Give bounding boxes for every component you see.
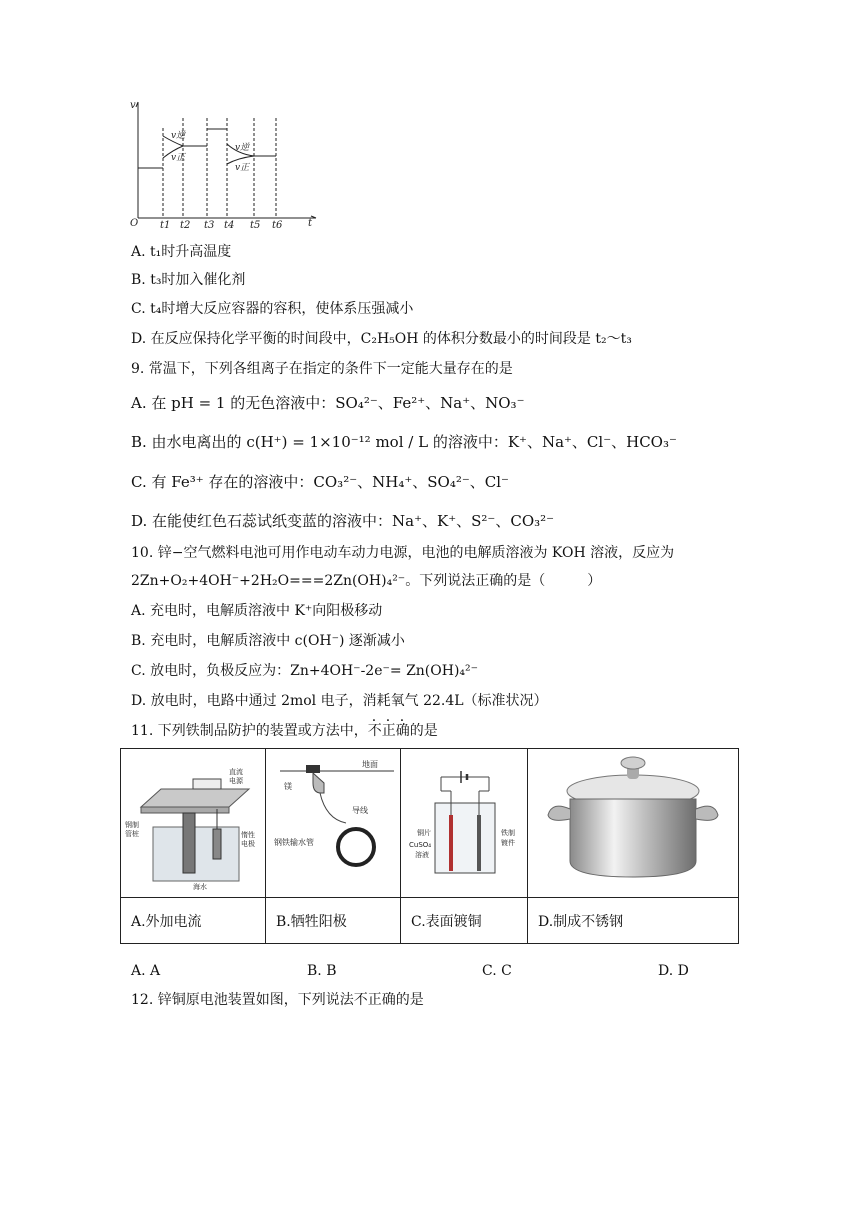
- svg-text:电极: 电极: [241, 840, 255, 848]
- copper-plating-diagram: [401, 749, 527, 893]
- q10-stem-line1: 10. 锌−空气燃料电池可用作电动车动力电源，电池的电解质溶液为 KOH 溶液，反应为: [131, 545, 675, 561]
- q8-option-c: C. t₄时增大反应容器的容积，使体系压强减小: [131, 301, 414, 317]
- v-axis-label: v: [130, 100, 136, 111]
- steel-pile: [183, 813, 195, 873]
- tick-t2: t2: [180, 220, 191, 230]
- electrolytic-cell: [435, 803, 495, 873]
- sacrificial-anode-diagram: [266, 749, 400, 893]
- tick-t3: t3: [204, 220, 215, 230]
- svg-text:镀件: 镀件: [501, 839, 515, 847]
- emphasis-char-3: 确: [395, 723, 410, 739]
- stainless-pot-image: [528, 749, 738, 893]
- q10-option-c: C. 放电时，负极反应为：Zn+4OH⁻-2e⁻= Zn(OH)₄²⁻: [131, 663, 479, 679]
- q11-stem-emphasis: [368, 723, 410, 739]
- q9-option-b: B. 由水电离出的 c(H⁺) = 1×10⁻¹² mol / L 的溶液中：K⁺、Na⁺、Cl⁻、HCO₃⁻: [131, 433, 677, 451]
- q9-stem: 9. 常温下，下列各组离子在指定的条件下一定能大量存在的是: [131, 361, 513, 377]
- seawater-tank: [153, 827, 239, 881]
- origin-label: O: [130, 218, 139, 229]
- q11-choices: [131, 963, 691, 985]
- q11-stem-post: 的是: [409, 723, 438, 739]
- velocity-time-graph: [128, 98, 320, 230]
- svg-text:直流: 直流: [229, 768, 243, 776]
- q9-option-d: D. 在能使红色石蕊试纸变蓝的溶液中：Na⁺、K⁺、S²⁻、CO₃²⁻: [131, 512, 555, 530]
- caption-a: A.外加电流: [121, 898, 266, 944]
- label-v-forward-2: v正: [235, 163, 250, 173]
- q11-figure-table: [120, 748, 739, 944]
- q10-option-b: B. 充电时，电解质溶液中 c(OH⁻) 逐渐减小: [131, 633, 405, 649]
- fig-b-cell: [266, 749, 401, 898]
- q11-stem: [131, 721, 438, 741]
- q11-stem-pre: 11. 下列铁制品防护的装置或方法中，: [131, 723, 368, 739]
- q9-option-a: A. 在 pH = 1 的无色溶液中：SO₄²⁻、Fe²⁺、Na⁺、NO₃⁻: [131, 394, 525, 412]
- caption-c: C.表面镀铜: [401, 898, 528, 944]
- iron-piece: [477, 815, 481, 871]
- inert-electrode: [213, 829, 221, 859]
- q11-choice-b[interactable]: B. B: [307, 963, 337, 979]
- copper-plate: [449, 815, 453, 871]
- tick-t1: t1: [160, 220, 171, 230]
- fig-a-cell: [121, 749, 266, 898]
- tick-t6: t6: [272, 220, 283, 230]
- emphasis-char-1: 不: [367, 723, 382, 739]
- svg-text:钢铁输水管: 钢铁输水管: [274, 838, 314, 847]
- q9-option-c: C. 有 Fe³⁺ 存在的溶液中：CO₃²⁻、NH₄⁺、SO₄²⁻、Cl⁻: [131, 473, 509, 491]
- impressed-current-diagram: [121, 749, 265, 893]
- q8-option-b: B. t₃时加入催化剂: [131, 272, 246, 288]
- label-v-forward-1: v正: [171, 153, 186, 163]
- q8-option-a: A. t₁时升高温度: [131, 244, 232, 260]
- q12-stem: 12. 锌铜原电池装置如图，下列说法不正确的是: [131, 992, 424, 1008]
- svg-text:导线: 导线: [352, 806, 368, 815]
- svg-text:电源: 电源: [229, 777, 243, 785]
- q10-stem-line2: 2Zn+O₂+4OH⁻+2H₂O===2Zn(OH)₄²⁻。下列说法正确的是（ ）: [131, 573, 602, 589]
- svg-text:CuSO₄: CuSO₄: [409, 841, 432, 849]
- tick-t4: t4: [224, 220, 235, 230]
- q10-option-d: D. 放电时，电路中通过 2mol 电子，消耗氧气 22.4L（标准状况）: [131, 693, 548, 709]
- tick-t5: t5: [250, 220, 261, 230]
- q10-option-a: A. 充电时，电解质溶液中 K⁺向阳极移动: [131, 603, 383, 619]
- svg-text:海水: 海水: [193, 883, 207, 891]
- svg-text:铜片: 铜片: [417, 829, 431, 837]
- label-v-reverse-1: v逆: [171, 131, 186, 141]
- svg-text:惰性: 惰性: [241, 831, 255, 839]
- q11-choice-a[interactable]: A. A: [131, 963, 161, 979]
- svg-text:铁制: 铁制: [501, 829, 515, 837]
- svg-text:钢制: 钢制: [125, 821, 139, 829]
- label-v-reverse-2: v逆: [235, 143, 250, 153]
- emphasis-char-2: 正: [381, 723, 396, 739]
- steel-pipe: [338, 829, 374, 865]
- fig-d-cell: [528, 749, 739, 898]
- svg-text:溶液: 溶液: [415, 851, 429, 859]
- fig-c-cell: [401, 749, 528, 898]
- caption-b: B.牺牲阳极: [266, 898, 401, 944]
- dc-power-box: [193, 779, 221, 789]
- svg-text:地面: 地面: [362, 760, 378, 769]
- svg-text:管桩: 管桩: [125, 830, 139, 838]
- q11-choice-d[interactable]: D. D: [658, 963, 689, 979]
- caption-d: D.制成不锈钢: [528, 898, 739, 944]
- pot-body: [570, 799, 696, 877]
- q11-choice-c[interactable]: C. C: [482, 963, 512, 979]
- t-axis-label: t: [308, 218, 313, 229]
- magnesium-block: [313, 773, 324, 793]
- q8-option-d: D. 在反应保持化学平衡的时间段中，C₂H₅OH 的体积分数最小的时间段是 t₂～t₃: [131, 331, 632, 347]
- svg-text:镁: 镁: [284, 782, 292, 791]
